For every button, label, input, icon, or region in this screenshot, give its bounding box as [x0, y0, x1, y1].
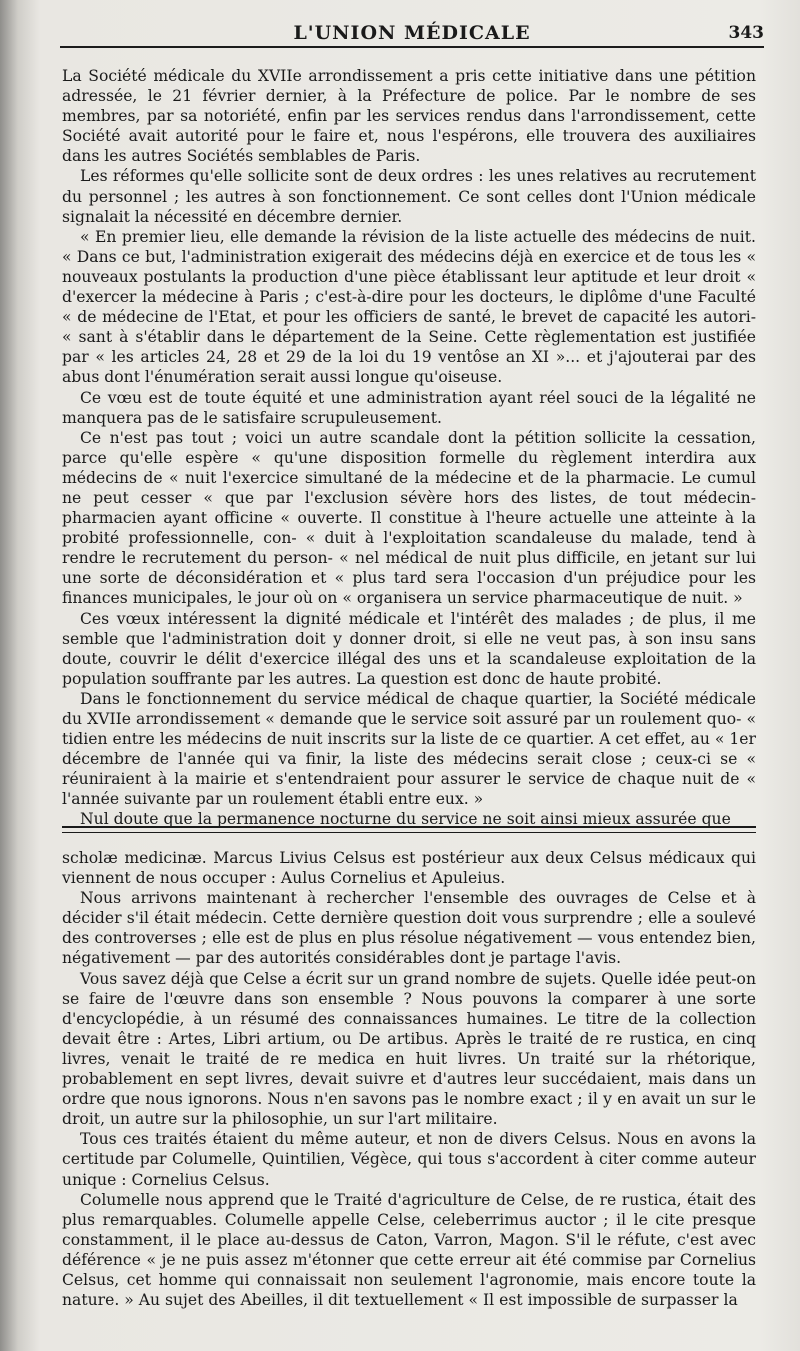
- paragraph: Dans le fonctionnement du service médical de chaque quartier, la Société médicale du XVIIe arrondissement « demande que le service soit assuré par un roulement quo- « tidien entre les médecins de nuit inscrits sur la liste de ce quartier. A cet effet, au « 1er décembre de l'année qui va finir, la liste des médecins serait close ; ceux-ci se « réuniraient à la mairie et s'entendraient pour assurer le service de chaque nuit de « l'année suivante par un roulement établi entre eux. »: [62, 689, 756, 809]
- paragraph: Vous savez déjà que Celse a écrit sur un grand nombre de sujets. Quelle idée peut-on se faire de l'œuvre dans son ensemble ? Nous pouvons la comparer à une sorte d'encyclopédie, à un résumé des connaissances humaines. Le titre de la collection devait être : Artes, Libri artium, ou De artibus. Après le traité de re rustica, en cinq livres, venait le traité de re medica en huit livres. Un traité sur la rhétorique, probablement en sept livres, devait suivre et d'autres leur succédaient, mais dans un ordre que nous ignorons. Nous n'en savons pas le nombre exact ; il y en avait un sur le droit, un autre sur la philosophie, un sur l'art militaire.: [62, 969, 756, 1129]
- paragraph: La Société médicale du XVIIe arrondissement a pris cette initiative dans une pétition adressée, le 21 février dernier, à la Préfecture de police. Par le nombre de ses membres, par sa notoriété, enfin par les services rendus dans l'arrondissement, cette Société avait autorité pour le faire et, nous l'espérons, elle trouvera des auxiliaires dans les autres Sociétés semblables de Paris.: [62, 67, 756, 166]
- article-upper-column: [62, 66, 756, 830]
- paragraph: Columelle nous apprend que le Traité d'agriculture de Celse, de re rustica, était des plus remarquables. Columelle appelle Celse, celeberrimus auctor ; il le cite presque constamment, il le place au-dessus de Caton, Varron, Magon. S'il le réfute, c'est avec déférence « je ne puis assez m'étonner que cette erreur ait été commise par Cornelius Celsus, cet homme qui connaissait non seulement l'agronomie, mais encore toute la nature. » Au sujet des Abeilles, il dit textuellement « Il est impossible de surpasser la: [62, 1190, 756, 1310]
- paragraph: Ce vœu est de toute équité et une administration ayant réel souci de la légalité ne manquera pas de le satisfaire scrupuleusement.: [62, 388, 756, 427]
- page-number: 343: [728, 23, 764, 43]
- feuilleton-divider: [62, 826, 756, 833]
- paragraph: Nul doute que la permanence nocturne du service ne soit ainsi mieux assurée que: [80, 810, 731, 829]
- paragraph: Ce n'est pas tout ; voici un autre scandale dont la pétition sollicite la cessation, parce qu'elle espère « qu'une disposition formelle du règlement interdira aux médecins de « nuit l'exercice simultané de la médecine et de la pharmacie. Le cumul ne peut cesser « que par l'exclusion sévère hors des listes, de tout médecin-pharmacien ayant officine « ouverte. Il constitue à l'heure actuelle une atteinte à la probité professionnelle, con- « duit à l'exploitation scandaleuse du malade, tend à rendre le recrutement du person- « nel médical de nuit plus difficile, en jetant sur lui une sorte de déconsidération et « plus tard sera l'occasion d'un préjudice pour les finances municipales, le jour où on « organisera un service pharmaceutique de nuit. »: [62, 428, 756, 608]
- running-title: L'UNION MÉDICALE: [293, 22, 531, 44]
- feuilleton-column: [62, 848, 756, 1310]
- paragraph: « En premier lieu, elle demande la révision de la liste actuelle des médecins de nuit. « Dans ce but, l'administration exigerait des médecins déjà en exercice et de tous les « nouveaux postulants la production d'une pièce établissant leur aptitude et leur droit « d'exercer la médecine à Paris ; c'est-à-dire pour les docteurs, le diplôme d'une Faculté « de médecine de l'Etat, et pour les officiers de santé, le brevet de capacité les autori- « sant à s'établir dans le département de la Seine. Cette règlementation est justifiée par « les articles 24, 28 et 29 de la loi du 19 ventôse an XI »... et j'ajouterai par des abus dont l'énumération serait aussi longue qu'oiseuse.: [62, 227, 756, 387]
- paragraph: Nous arrivons maintenant à rechercher l'ensemble des ouvrages de Celse et à décider s'il était médecin. Cette dernière question doit vous surprendre ; elle a soulevé des controverses ; elle est de plus en plus résolue négativement — vous entendez bien, négativement — par des autorités considérables dont je partage l'avis.: [62, 889, 756, 968]
- paragraph: Tous ces traités étaient du même auteur, et non de divers Celsus. Nous en avons la certitude par Columelle, Quintilien, Végèce, qui tous s'accordent à citer comme auteur unique : Cornelius Celsus.: [62, 1130, 756, 1189]
- paragraph: scholæ medicinæ. Marcus Livius Celsus est postérieur aux deux Celsus médicaux qui viennent de nous occuper : Aulus Cornelius et Apuleius.: [62, 849, 756, 888]
- paragraph: Ces vœux intéressent la dignité médicale et l'intérêt des malades ; de plus, il me semble que l'administration doit y donner droit, si elle ne veut pas, à son insu sans doute, couvrir le délit d'exercice illégal des uns et la scandaleuse exploitation de la population souffrante par les autres. La question est donc de haute probité.: [62, 609, 756, 688]
- paragraph: Les réformes qu'elle sollicite sont de deux ordres : les unes relatives au recrutement du personnel ; les autres à son fonctionnement. Ce sont celles dont l'Union médicale signalait la nécessité en décembre dernier.: [62, 167, 756, 226]
- running-header: [60, 20, 764, 48]
